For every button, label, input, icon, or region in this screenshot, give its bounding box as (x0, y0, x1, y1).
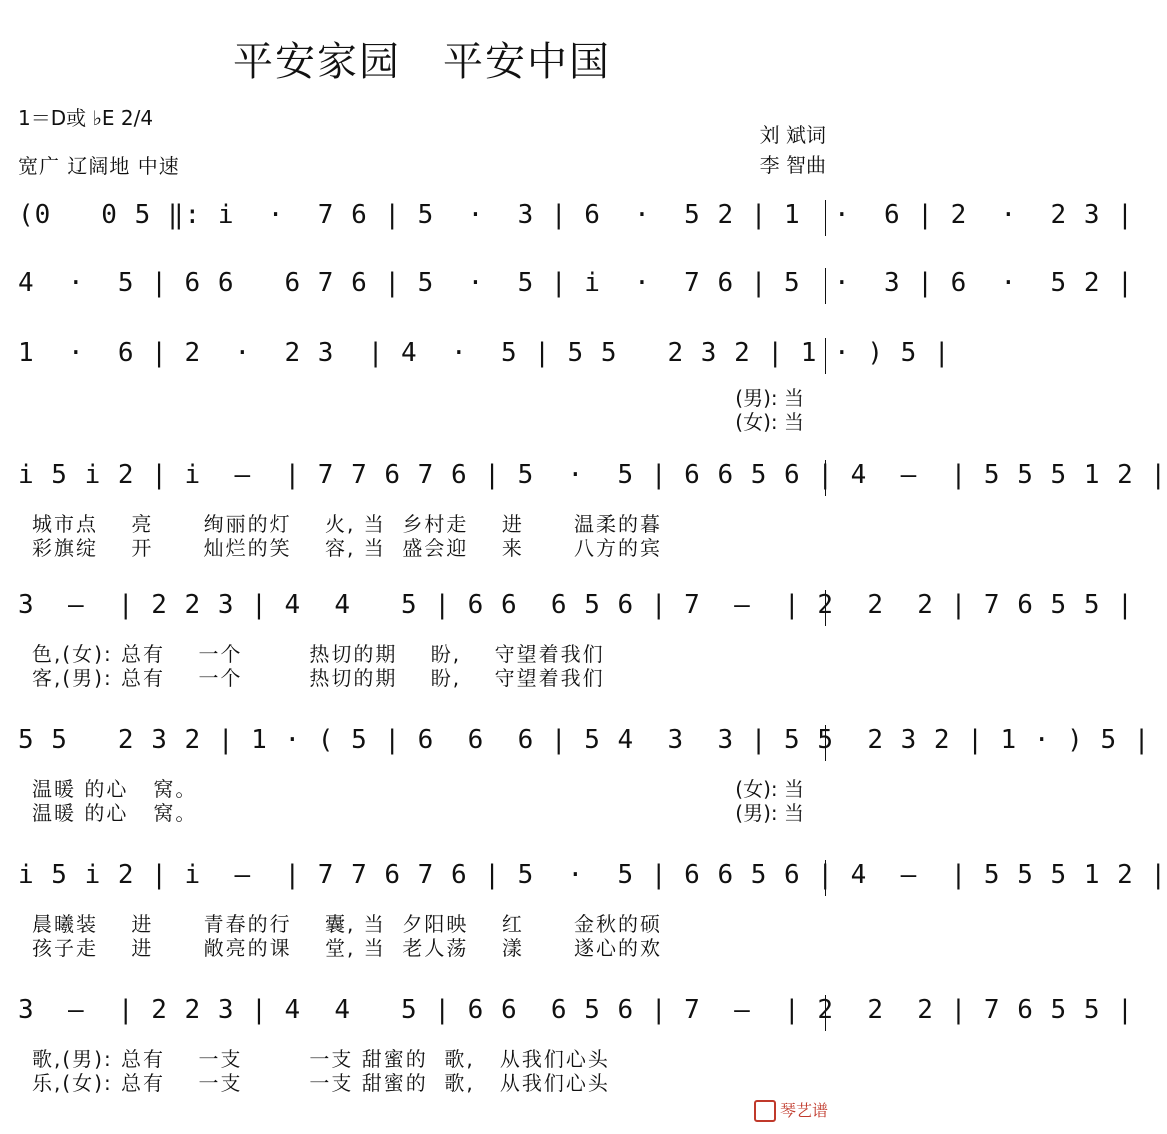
lyric-line: 彩旗绽 开 灿烂的笑 容, 当 盛会迎 来 八方的宾 (32, 536, 663, 560)
lyric-line: 城市点 亮 绚丽的灯 火, 当 乡村走 进 温柔的暮 (32, 512, 663, 536)
key-signature: 1＝D或 ♭E 2/4 (18, 106, 154, 130)
lyric-line: 歌,(男): 总有 一支 一支 甜蜜的 歌, 从我们心头 (32, 1047, 610, 1071)
lyric-line: 孩子走 进 敞亮的课 堂, 当 老人荡 漾 遂心的欢 (32, 936, 663, 960)
singer-cue: (男): 当 (735, 801, 804, 825)
lyric-line: 晨曦装 进 青春的行 囊, 当 夕阳映 红 金秋的硕 (32, 912, 663, 936)
bar-line (825, 200, 826, 236)
notation-numbers: 3 — | 2 2 3 | 4 4 5 | 6 6 6 5 6 | 7 — | 2 2 2 | 7 6 5 5 | (18, 995, 1134, 1025)
watermark-text: 琴艺谱 (779, 1100, 828, 1120)
bar-line (825, 590, 826, 626)
lyricist: 刘 斌词 (759, 123, 826, 147)
lyric-line: 温暖 的心 窝。 (32, 777, 198, 801)
singer-cue: (女): 当 (735, 777, 804, 801)
lyric-line: 温暖 的心 窝。 (32, 801, 198, 825)
notation-numbers: 3 — | 2 2 3 | 4 4 5 | 6 6 6 5 6 | 7 — | 2 2 2 | 7 6 5 5 | (18, 590, 1134, 620)
score-line (18, 268, 1134, 328)
score-line (18, 995, 1134, 1095)
singer-cue: (女): 当 (735, 410, 804, 434)
score-line (18, 590, 1134, 690)
bar-line (825, 338, 826, 374)
bar-line (825, 995, 826, 1031)
watermark-logo-icon (754, 1100, 776, 1122)
bar-line (825, 460, 826, 496)
lyric-line: 乐,(女): 总有 一支 一支 甜蜜的 歌, 从我们心头 (32, 1071, 610, 1095)
lyric-line: 客,(男): 总有 一个 热切的期 盼, 守望着我们 (32, 666, 605, 690)
score-line (18, 338, 951, 434)
credits (760, 120, 826, 180)
composer: 李 智曲 (759, 153, 826, 177)
bar-line (825, 268, 826, 304)
score-line (18, 200, 1134, 260)
score-line (18, 460, 1167, 560)
tempo-marking: 宽广 辽阔地 中速 (18, 154, 180, 178)
score-line (18, 860, 1167, 960)
lyric-line: 色,(女): 总有 一个 热切的期 盼, 守望着我们 (32, 642, 605, 666)
bar-line (825, 860, 826, 896)
notation-numbers: 4 · 5 | 6 6 6 7 6 | 5 · 5 | i · 7 6 | 5 · 3 | 6 · 5 2 | (18, 268, 1134, 298)
song-title: 平安家园 平安中国 (233, 39, 611, 85)
score-line (18, 725, 1151, 825)
notation-numbers: i 5 i 2 | i — | 7 7 6 7 6 | 5 · 5 | 6 6 5 6 | 4 — | 5 5 5 1 2 | (18, 860, 1167, 890)
watermark (754, 1098, 828, 1123)
bar-line (825, 725, 826, 761)
notation-numbers: (0 0 5 ‖: i · 7 6 | 5 · 3 | 6 · 5 2 | 1 · 6 | 2 · 2 3 | (18, 200, 1134, 230)
notation-numbers: i 5 i 2 | i — | 7 7 6 7 6 | 5 · 5 | 6 6 5 6 | 4 — | 5 5 5 1 2 | (18, 460, 1167, 490)
notation-numbers: 5 5 2 3 2 | 1 · ( 5 | 6 6 6 | 5 4 3 3 | 5 5 2 3 2 | 1 · ) 5 | (18, 725, 1151, 755)
notation-numbers: 1 · 6 | 2 · 2 3 | 4 · 5 | 5 5 2 3 2 | 1 · ) 5 | (18, 338, 951, 368)
singer-cue: (男): 当 (735, 386, 804, 410)
